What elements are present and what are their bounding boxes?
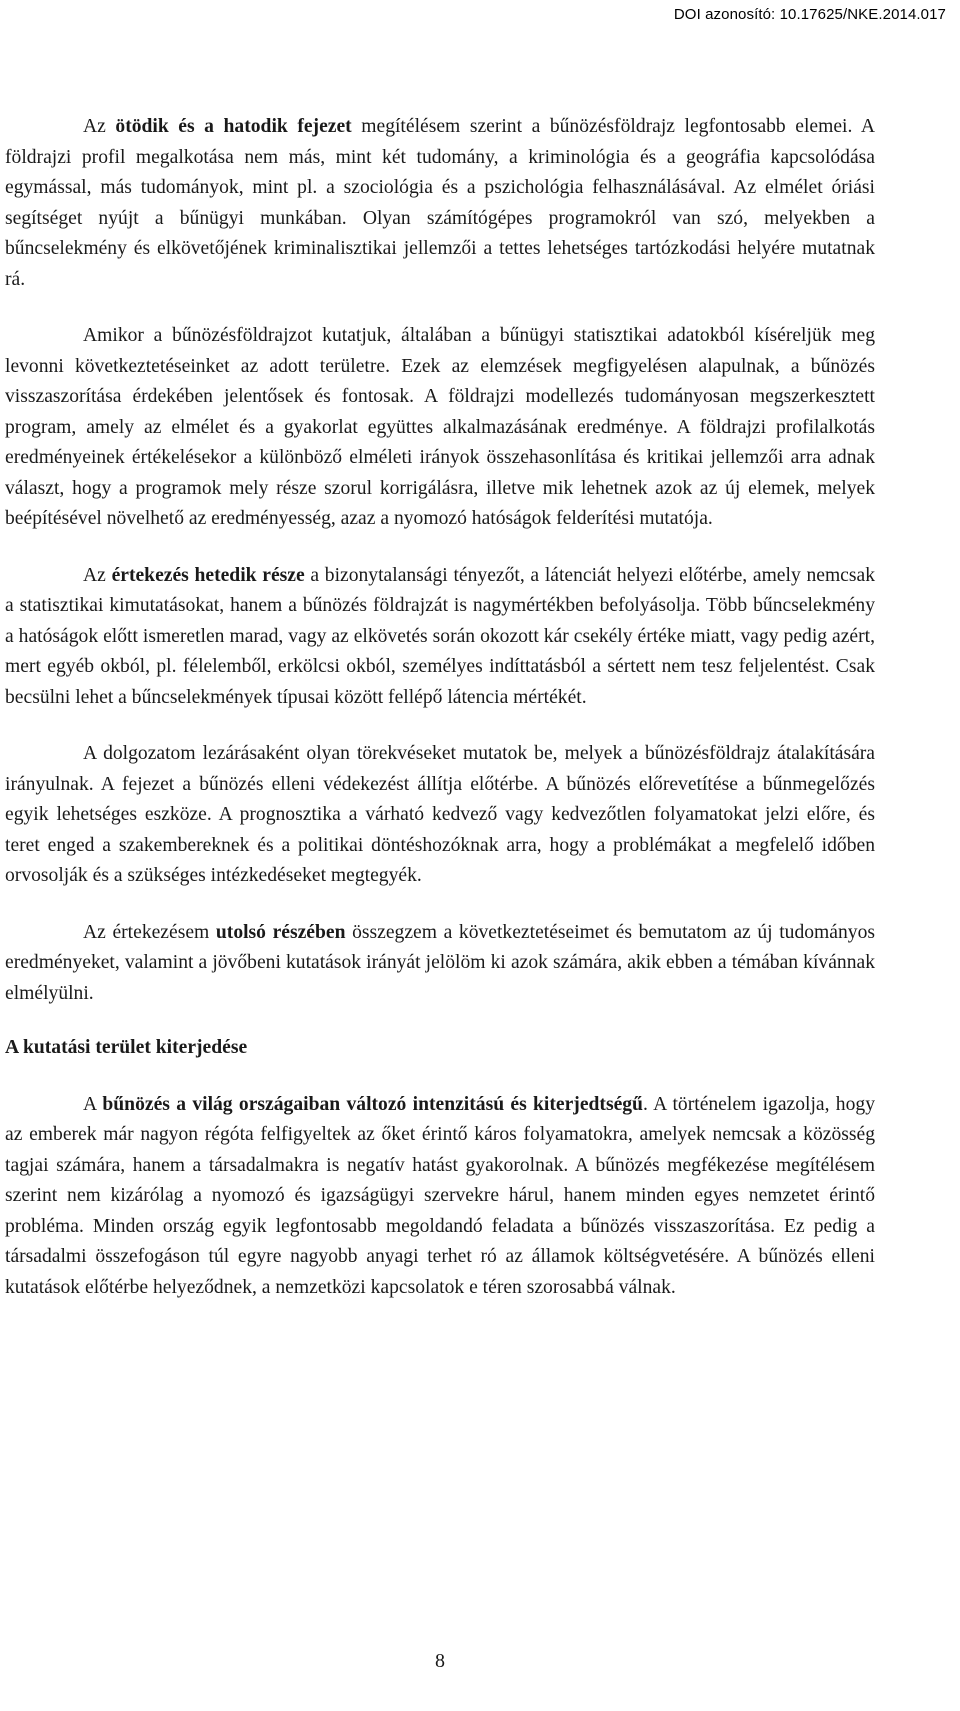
paragraph-chapters-5-6: Az ötödik és a hatodik fejezet megítélésem szerint a bűnözésföldrajz legfontosabb elemei. A földrajzi profil megalkotása nem más, mint két tudomány, a kriminológia és a geográfia kapcsolódása egymással, más tudományok, mint pl. a szociológia és a pszichológia felhasználásával. Az elmélet óriási segítséget nyújt a bűnügyi munkában. Olyan számítógépes programokról van szó, melyekben a bűncselekmény és elkövetőjének kriminalisztikai jellemzői a tettes lehetséges tartózkodási helyére mutatnak rá. bbox=[5, 116, 876, 290]
paragraph-final-part: Az értekezésem utolsó részében összegzem a következtetéseimet és bemutatom az új tudományos eredményeket, valamint a jövőbeni kutatások irányát jelölöm ki azok számára, akik ebben a témában kívánnak elmélyülni. bbox=[5, 921, 875, 1004]
paragraph-conclusion-chapter: A dolgozatom lezárásaként olyan törekvéseket mutatok be, melyek a bűnözésföldrajz átalakítására irányulnak. A fejezet a bűnözés elleni védekezést állítja előtérbe. A bűnözés előrevetítése a bűnmegelőzés egyik lehetséges eszköze. A prognosztika a várható kedvező vagy kedvezőtlen folyamatokat jelzi előre, és teret enged a szakembereknek és a politikai döntéshozóknak arra, hogy a problémákat a megfelelő időben orvosolják és a szükséges intézkedéseket megtegyék. bbox=[5, 743, 875, 886]
paragraph-research-scope: A bűnözés a világ országaiban változó intenzitású és kiterjedtségű. A történelem igazolja, hogy az emberek már nagyon régóta felfigyeltek az őket érintő káros folyamatokra, amelyek nemcsak a közösség tagjai számára, hanem a társadalmakra is negatív hatást gyakorolnak. A bűnözés megfékezése megítélésem szerint nem kizárólag a nyomozó és igazságügyi szervekre hárul, hanem minden egyes nemzetet érintő probléma. Minden ország egyik legfontosabb megoldandó feladata a bűnözés visszaszorítása. Ez pedig a társadalmi összefogáson túl egyre nagyobb anyagi terhet ró az államok költségvetésére. A bűnözés elleni kutatások előtérbe helyeződnek, a nemzetközi kapcsolatok e téren szorosabbá válnak. bbox=[5, 1093, 875, 1298]
document-body bbox=[5, 112, 875, 1303]
bold-final-part: utolsó részében bbox=[215, 921, 346, 943]
doi-header: DOI azonosító: 10.17625/NKE.2014.017 bbox=[673, 6, 946, 23]
bold-chapters-5-6: ötödik és a hatodik fejezet bbox=[115, 116, 352, 137]
bold-chapter-7: értekezés hetedik része bbox=[111, 564, 305, 586]
page-number: 8 bbox=[435, 1650, 445, 1672]
paragraph-chapter-7: Az értekezés hetedik része a bizonytalansági tényezőt, a látenciát helyezi előtérbe, amely nemcsak a statisztikai kimutatásokat, hanem a bűnözés földrajzát is nagymértékben befolyásolja. Több bűncselekmény a hatóságok előtt ismeretlen marad, vagy az elkövetés során okozott kár csekély értéke miatt, vagy pedig azért, mert egyéb okból, pl. félelemből, erkölcsi okból, személyes indíttatásból a sértett nem tesz feljelentést. Csak becsülni lehet a bűncselekmények típusai között fellépő látencia mértékét. bbox=[5, 564, 875, 708]
section-heading: A kutatási terület kiterjedése bbox=[5, 1037, 248, 1058]
bold-research-scope: bűnözés a világ országaiban változó intenzitású és kiterjedtségű bbox=[102, 1093, 643, 1115]
paragraph-crime-geography-research: Amikor a bűnözésföldrajzot kutatjuk, általában a bűnügyi statisztikai adatokból kíséreljük meg levonni következtetéseinket az adott területre. Ezek az elemzések megfigyelésen alapulnak, a bűnözés visszaszorítása érdekében jelentősek és fontosak. A földrajzi modellezés tudományosan megszerkesztett program, amely az elmélet és a gyakorlat együttes alkalmazásának eredménye. A földrajzi profilalkotás eredményeinek értékelésekor a különböző elméleti irányok összehasonlítása és kritikai jellemzői arra adnak választ, hogy a programok mely része szorul korrigálásra, illetve mik lehetnek azok az új elemek, melyek beépítésével növelhető az eredményesség, azaz a nyomozó hatóságok felderítési mutatója. bbox=[5, 325, 875, 529]
